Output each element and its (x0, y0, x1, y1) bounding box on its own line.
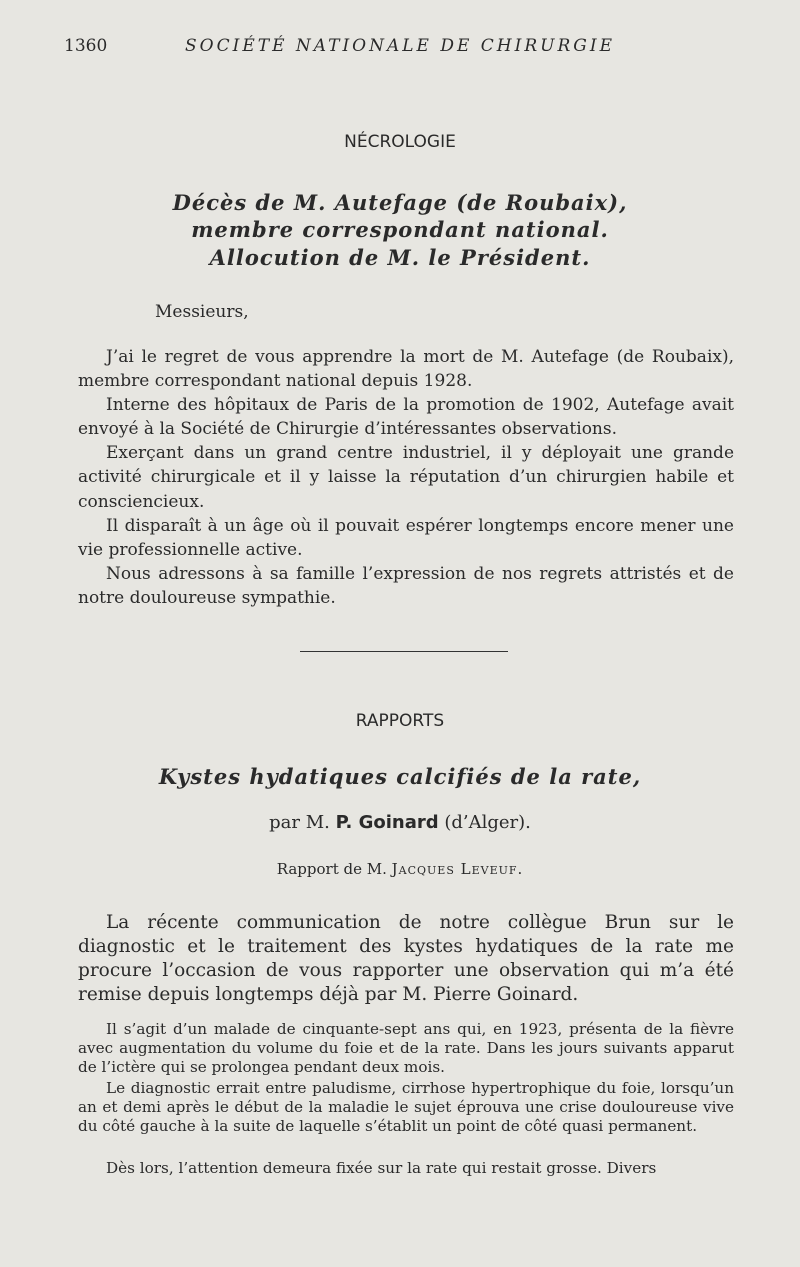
salutation: Messieurs, (155, 302, 249, 322)
rapports-heading: RAPPORTS (355, 711, 445, 731)
running-header (0, 36, 800, 60)
necrologie-heading: NÉCROLOGIE (344, 132, 456, 152)
obituary-paragraph: Interne des hôpitaux de Paris de la promotion de 1902, Autefage avait envoyé à la Société de Chirurgie d’intéressantes observations. (78, 395, 734, 440)
case-paragraph: Il s’agit d’un malade de cinquante-sept ans qui, en 1923, présenta de la fièvre avec augmentation du volume du foie et de la rate. Dans les jours suivants apparut de l’ictère qui se prolongea pendant deux mois. (78, 1020, 734, 1077)
case-paragraph: Le diagnostic errait entre paludisme, cirrhose hypertrophique du foie, lorsqu’un an et demi après le début de la maladie le sujet éprouva une crise douloureuse vive du côté gauche à la suite de laquelle s’établit un point de côté quasi permanent. (78, 1079, 734, 1136)
section-separator (300, 651, 508, 652)
author-suffix: (d’Alger). (444, 812, 531, 833)
article-title: Kystes hydatiques calcifiés de la rate, (158, 764, 642, 789)
obituary-paragraph: Il disparaît à un âge où il pouvait espérer longtemps encore mener une vie professionnelle active. (78, 516, 734, 561)
obituary-title-line: membre correspondant national. (191, 217, 609, 242)
reporter-name: Jacques Leveuf. (391, 860, 524, 878)
author-name: P. Goinard (335, 812, 439, 833)
report-by-line (0, 860, 800, 878)
author-prefix: par M. (269, 812, 330, 833)
obituary-title-line: Décès de M. Autefage (de Roubaix), (172, 190, 628, 215)
obituary-title-line: Allocution de M. le Président. (209, 245, 591, 270)
report-intro-paragraph: La récente communication de notre collègue Brun sur le diagnostic et le traitement des kystes hydatiques de la rate me procure l’occasion de vous rapporter une observation qui m’a été remise depuis longtemps déjà par M. Pierre Goinard. (78, 912, 734, 1005)
journal-title: SOCIÉTÉ NATIONALE DE CHIRURGIE (185, 36, 615, 56)
obituary-paragraph: J’ai le regret de vous apprendre la mort de M. Autefage (de Roubaix), membre correspondant national depuis 1928. (78, 347, 734, 392)
obituary-paragraph: Exerçant dans un grand centre industriel, il y déployait une grande activité chirurgicale et il y laisse la réputation d’un chirurgien habile et consciencieux. (78, 443, 734, 512)
case-paragraph: Dès lors, l’attention demeura fixée sur la rate qui restait grosse. Divers (106, 1159, 657, 1177)
obituary-paragraph: Nous adressons à sa famille l’expression de nos regrets attristés et de notre douloureuse sympathie. (78, 564, 734, 609)
report-by-prefix: Rapport de M. (276, 860, 387, 878)
page-number: 1360 (64, 36, 108, 56)
author-line (0, 812, 800, 833)
